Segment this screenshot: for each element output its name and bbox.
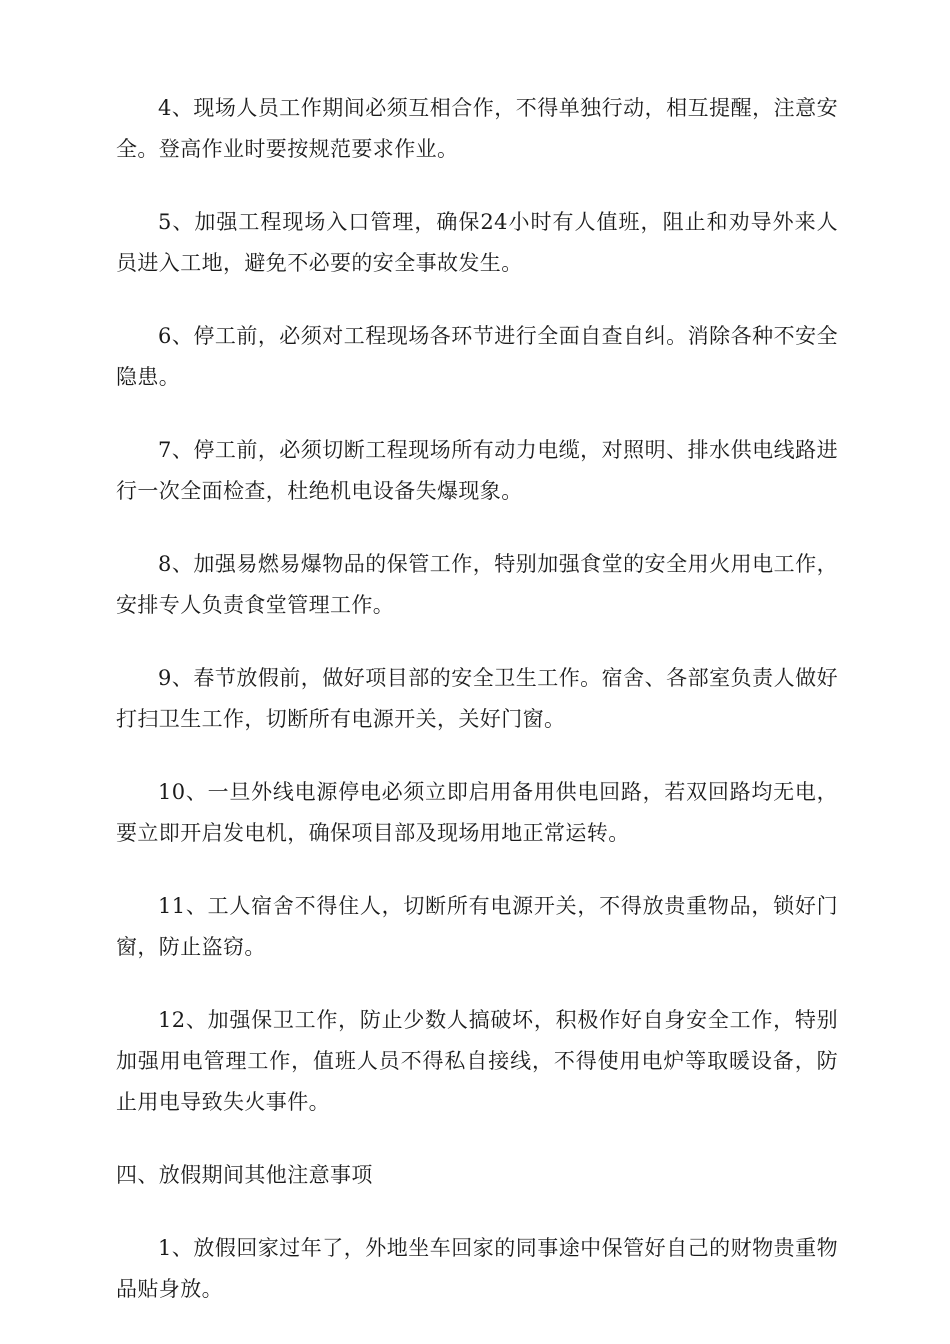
paragraph-item-10: 10、一旦外线电源停电必须立即启用备用供电回路，若双回路均无电，要立即开启发电机，确保项目部及现场用地正常运转。: [116, 780, 838, 845]
section-heading: 四、放假期间其他注意事项: [116, 1163, 373, 1187]
section-paragraph-item-1: 1、放假回家过年了，外地坐车回家的同事途中保管好自己的财物贵重物品贴身放。: [116, 1236, 838, 1301]
paragraph-item-4: 4、现场人员工作期间必须互相合作，不得单独行动，相互提醒，注意安全。登高作业时要按规范要求作业。: [116, 96, 838, 161]
paragraph-item-6: 6、停工前，必须对工程现场各环节进行全面自查自纠。消除各种不安全隐患。: [116, 324, 838, 389]
paragraph-item-8: 8、加强易燃易爆物品的保管工作，特别加强食堂的安全用火用电工作，安排专人负责食堂管理工作。: [116, 552, 838, 617]
paragraph-item-11: 11、工人宿舍不得住人，切断所有电源开关，不得放贵重物品，锁好门窗，防止盗窃。: [116, 894, 838, 959]
paragraph-item-7: 7、停工前，必须切断工程现场所有动力电缆，对照明、排水供电线路进行一次全面检查，杜绝机电设备失爆现象。: [116, 438, 838, 503]
paragraph-item-9: 9、春节放假前，做好项目部的安全卫生工作。宿舍、各部室负责人做好打扫卫生工作，切断所有电源开关，关好门窗。: [116, 666, 838, 731]
document-page: [116, 88, 838, 1342]
paragraph-item-5: 5、加强工程现场入口管理，确保24小时有人值班，阻止和劝导外来人员进入工地，避免不必要的安全事故发生。: [116, 210, 838, 275]
paragraph-item-12: 12、加强保卫工作，防止少数人搞破坏，积极作好自身安全工作，特别加强用电管理工作，值班人员不得私自接线，不得使用电炉等取暖设备，防止用电导致失火事件。: [116, 1008, 838, 1114]
